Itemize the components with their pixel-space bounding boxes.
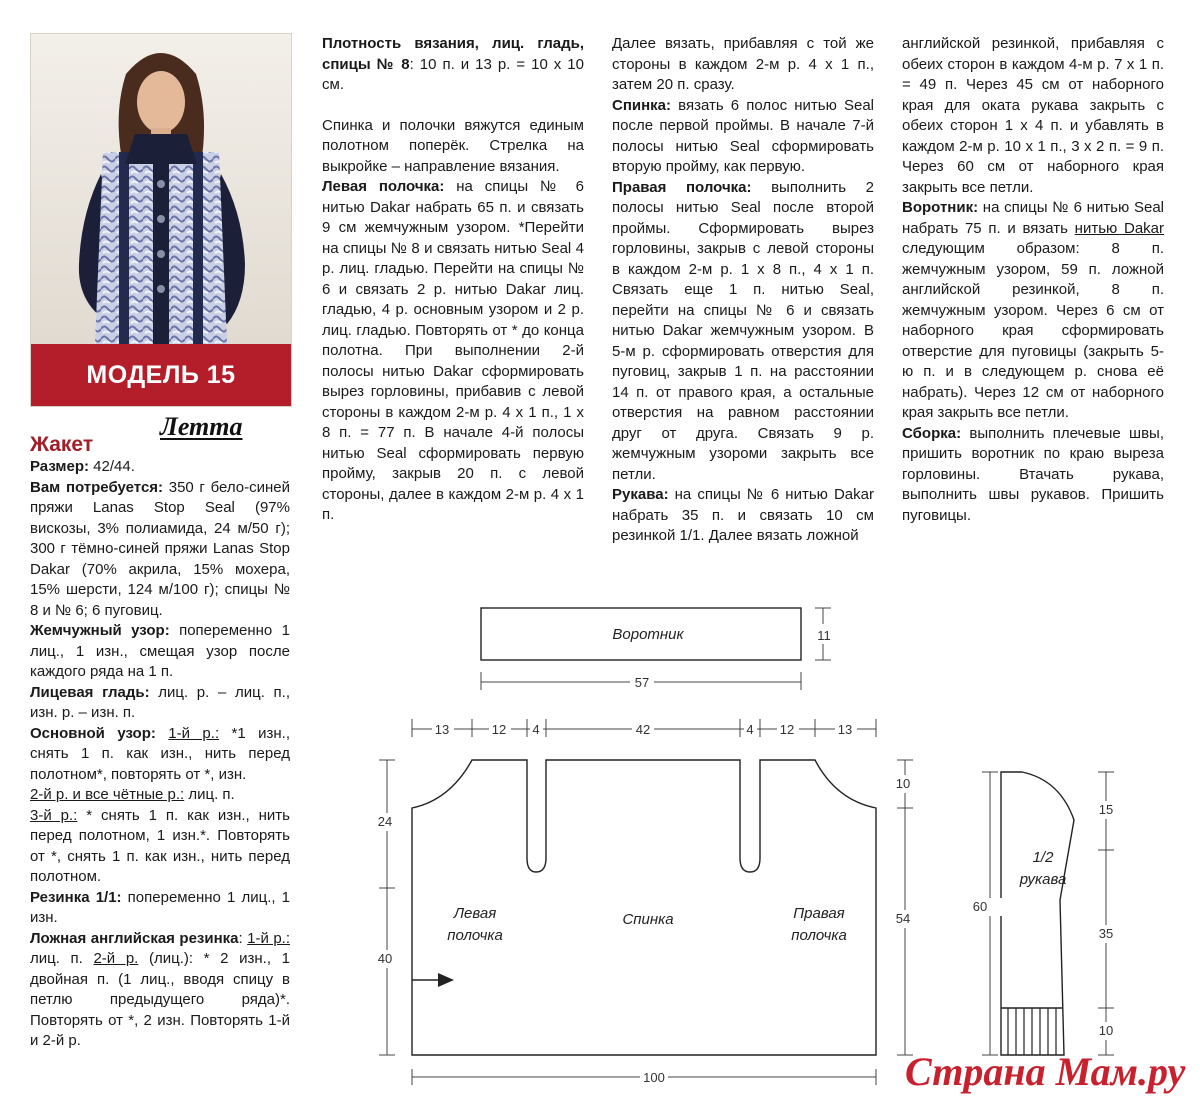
right-front-label: Правая полочка: bbox=[612, 178, 752, 196]
stockinette-label: Лицевая гладь: bbox=[30, 683, 150, 701]
body-bottom-label: 100 bbox=[643, 1070, 665, 1085]
collar-value-a: на спицы № 6 нитью Seal набрать 75 п. и вязать bbox=[902, 199, 1164, 237]
false-rib-row1-label: 1-й р.: bbox=[247, 929, 290, 947]
pearl-stitch-label: Жемчужный узор: bbox=[30, 622, 170, 639]
knitting-direction-arrow bbox=[412, 973, 454, 987]
collar-value-underlined: нитью Dakar bbox=[1074, 219, 1164, 237]
dim-top-7: 13 bbox=[837, 722, 853, 737]
assembly-value: выполнить плечевые швы, пришить воротник по краю выреза горловины. Втачать рукава, выполнить швы рукавов. Пришить пуговицы. bbox=[902, 424, 1164, 524]
main-row2-value: лиц. п. bbox=[184, 786, 235, 803]
sleeves-label: Рукава: bbox=[612, 486, 669, 503]
false-rib-row1-value: лиц. п. bbox=[30, 950, 94, 967]
pattern-title: Жакет bbox=[30, 433, 94, 456]
sleeve-name-line2: рукава bbox=[1019, 871, 1067, 888]
right-front-name-line1: Правая bbox=[793, 905, 845, 922]
materials-label: Вам потребуется: bbox=[30, 478, 164, 496]
main-row1-value: *1 изн., снять 1 п. как изн., нить перед полотном*, повторять от *, изн. bbox=[30, 724, 290, 783]
size-value: 42/44. bbox=[89, 458, 135, 475]
rib-label: Резинка 1/1: bbox=[30, 888, 122, 906]
density-label: Плотность вязания, лиц. гладь, спицы № 8 bbox=[322, 35, 584, 73]
continuation-paragraph: Далее вязать, прибавляя с той же стороны в каждом 2-м р. 4 х 1 п., затем 20 п. сразу. bbox=[612, 35, 874, 93]
model-number-label: МОДЕЛЬ 15 bbox=[31, 344, 291, 406]
site-watermark: Страна Мам.ру bbox=[905, 1049, 1186, 1094]
intro-paragraph: Спинка и полочки вяжутся единым полотном поперёк. Стрелка на выкройке – направление вязания. bbox=[322, 116, 584, 175]
sleeve-piece bbox=[1001, 772, 1074, 1055]
collar-width-label: 57 bbox=[634, 675, 650, 690]
dim-top-3: 4 bbox=[532, 722, 540, 737]
sleeves-value: на спицы № 6 нитью Dakar набрать 35 п. и связать 10 см резинкой 1/1. Далее вязать ложной bbox=[612, 486, 874, 544]
stockinette-value: лиц. р. – лиц. п., изн. р. – изн. п. bbox=[30, 683, 290, 721]
sleeve-total-label: 60 bbox=[972, 899, 988, 914]
dim-top-5: 4 bbox=[746, 722, 754, 737]
body-right-total-label: 54 bbox=[895, 911, 911, 926]
pearl-stitch-value: попеременно 1 лиц., 1 изн., смещая узор после каждого ряда на 1 п. bbox=[30, 622, 290, 680]
right-front-value: выполнить 2 полосы нитью Seal после второй проймы. Сформировать вырез горловины, закрыв с левой стороны в каждом 2-м р. 1 х 8 п., 4 х 1 п. Связать еще 1 п. нитью Seal, перейти на спицы № 6 и связать нитью Dakar жемчужным узором. В 5-м р. сформировать отверстия для пуговиц, закрыв 1 п. на расстоянии 14 п. от правого края, а остальные отверстия на равном расстоянии друг от друга. Связать 9 р. жемчужным узороми закрыть все петли. bbox=[612, 178, 874, 483]
sleeve-cuff-label: 10 bbox=[1098, 1023, 1114, 1038]
body-left-lower-label: 40 bbox=[377, 951, 393, 966]
sleeve-middle-label: 35 bbox=[1098, 926, 1114, 941]
collar-height-label: 11 bbox=[817, 628, 831, 643]
dim-top-6: 12 bbox=[779, 722, 795, 737]
collar-label: Воротник: bbox=[902, 199, 979, 216]
sleeve-cap-label: 15 bbox=[1098, 802, 1114, 817]
left-front-name-line2: полочка bbox=[447, 927, 503, 944]
false-rib-paragraph: Ложная английская резинка: 1-й р.: лиц. п. 2-й р. (лиц.): * 2 изн., 1 двойная п. (1 лиц., вводя спицу в петлю предыдущего ряда)*. Повторять от *, 2 изн. Повторять 1-й и 2-й р. bbox=[30, 929, 290, 1049]
left-front-name-line1: Левая bbox=[453, 905, 497, 922]
back-value: вязать 6 полос нитью Seal после первой проймы. В начале 7-й полосы нитью Seal сформировать вторую пройму, как первую. bbox=[612, 96, 874, 175]
rib-value: попеременно 1 лиц., 1 изн. bbox=[30, 888, 291, 926]
assembly-label: Сборка: bbox=[902, 424, 962, 442]
dim-top-4: 42 bbox=[635, 722, 651, 737]
main-row1-label: 1-й р.: bbox=[168, 724, 220, 742]
materials-value: 350 г бело-синей пряжи Lanas Stop Seal (97% вискозы, 3% полиамида, 24 м/50 г); 300 г тёмно-синей пряжи Lanas Stop Dakar (70% акрила, 15% мохера, 15% шерсти, 124 м/100 г); спицы № 8 и № 6; 6 пуговиц. bbox=[30, 478, 290, 619]
left-front-value: на спицы № 6 нитью Dakar набрать 65 п. и связать 9 см жемчужным узором. *Перейти на спицы № 8 и связать нитью Seal 4 р. лиц. гладью. Перейти на спицы № 6 и связать 2 р. нитью Dakar лиц. гладью, 4 р. основным узором и 2 р. лиц. гладью. Повторять от * до конца полотна. При выполнении 2-й полосы нитью Dakar сформировать вырез горловины, прибавив с левой стороны в каждом 2-м р. 4 х 1 п., 1 х 8 п. = 77 п. В начале 4-й полосы нитью Seal сформировать первую пройму, закрыв 20 п. с левой стороны, далее в каждом 2-м р. 4 х 1 п. bbox=[322, 178, 584, 523]
size-label: Размер: bbox=[30, 458, 90, 475]
dim-top-2: 12 bbox=[491, 722, 507, 737]
dim-top-1: 13 bbox=[434, 722, 450, 737]
back-name: Спинка bbox=[622, 911, 674, 928]
right-front-name-line2: полочка bbox=[791, 927, 847, 944]
collar-value-b: следующим образом: 8 п. жемчужным узором, 59 п. ложной английской резинкой, 8 п. жемчужным узором. Через 6 см от наборного края сформировать отверстие для пуговицы (закрыть 5-ю п. и в следующем р. снова её набрать). Через 12 см от наборного края закрыть все петли. bbox=[902, 240, 1164, 421]
main-row3-label: 3-й р.: bbox=[30, 806, 78, 824]
collar-name: Воротник bbox=[612, 626, 684, 643]
false-rib-row2-value: (лиц.): * 2 изн., 1 двойная п. (1 лиц., вводя спицу в петлю предыдущего ряда)*. Повторять от *, 2 изн. Повторять 1-й и 2-й р. bbox=[30, 950, 290, 1049]
body-top-dimensions bbox=[432, 721, 857, 737]
sleeve-continuation-paragraph: английской резинкой, прибавляя с обеих сторон в каждом 4-м р. 7 х 1 п. = 49 п. Через 45 см от наборного края для оката рукава закрыть с обеих сторон 1 х 4 п. и убавлять в каждом 2-м р. 10 х 1 п., 3 х 2 п. = 9 п. Через 60 см от наборного края закрыть все петли. bbox=[902, 35, 1164, 196]
left-front-label: Левая полочка: bbox=[322, 178, 445, 195]
body-left-upper-label: 24 bbox=[377, 814, 393, 829]
density-value: : 10 п. и 13 р. = 10 х 10 см. bbox=[322, 55, 584, 93]
false-rib-row2-label: 2-й р. bbox=[93, 950, 139, 967]
main-row3-value: * снять 1 п. как изн., нить перед полотном, 1 изн.*. Повторять от *, снять 1 п. как изн., нить перед полотном. bbox=[30, 806, 290, 885]
main-pattern-label: Основной узор: bbox=[30, 724, 156, 742]
main-row2-label: 2-й р. и все чётные р.: bbox=[30, 786, 185, 803]
back-label: Спинка: bbox=[612, 96, 672, 114]
handwritten-signature: Летта bbox=[160, 412, 243, 441]
false-rib-label: Ложная английская резинка bbox=[30, 929, 239, 947]
body-right-upper-label: 10 bbox=[895, 776, 911, 791]
sleeve-name-line1: 1/2 bbox=[1032, 849, 1054, 866]
